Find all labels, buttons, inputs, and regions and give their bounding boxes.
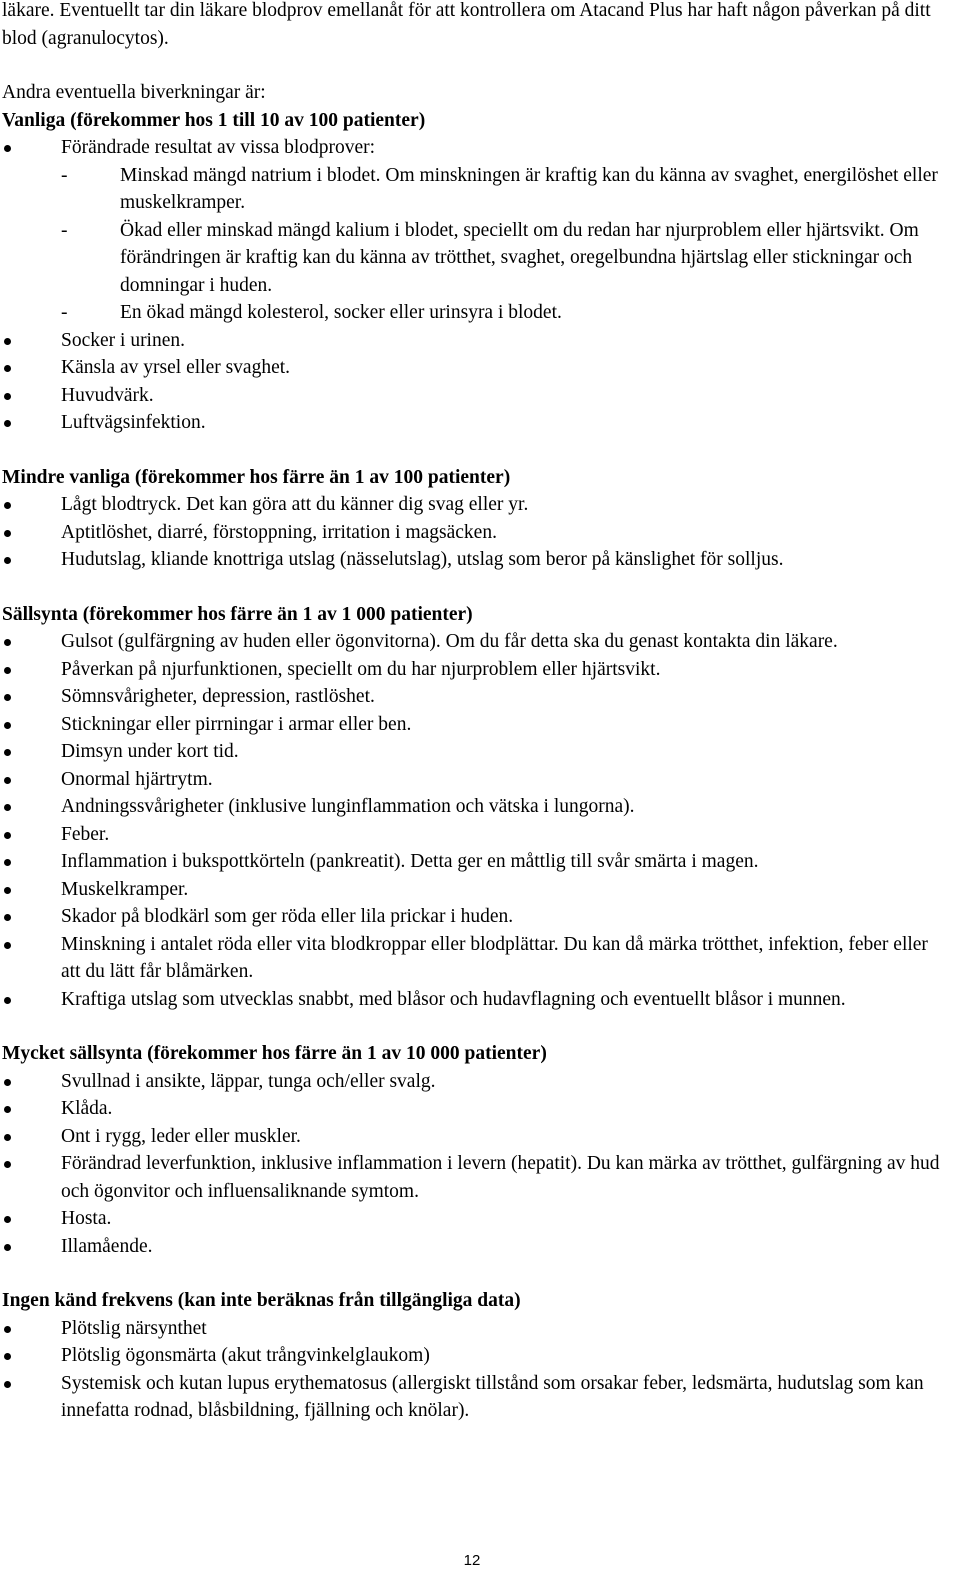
section-common (2, 107, 942, 437)
list-item: Förändrad leverfunktion, inklusive inflammation i levern (hepatit). Du kan märka av trötthet, gulfärgning av hud och ögonvitor och influensaliknande symtom. (2, 1150, 942, 1205)
list-item: Onormal hjärtrytm. (2, 766, 942, 794)
list-item: Aptitlöshet, diarré, förstoppning, irritation i magsäcken. (2, 519, 942, 547)
list-item: Illamående. (2, 1233, 942, 1261)
list-item: Sömnsvårigheter, depression, rastlöshet. (2, 683, 942, 711)
section-heading-rare: Sällsynta (förekommer hos färre än 1 av 1 000 patienter) (2, 603, 473, 625)
section-heading-common: Vanliga (förekommer hos 1 till 10 av 100 patienter) (2, 109, 426, 131)
list-item: Klåda. (2, 1095, 942, 1123)
list-item: Feber. (2, 821, 942, 849)
list-item: Luftvägsinfektion. (2, 409, 942, 437)
list-item: Systemisk och kutan lupus erythematosus (allergiskt tillstånd som orsakar feber, ledsmärta, hudutslag som kan innefatta rodnad, blåsbildning, fjällning och knölar). (2, 1370, 942, 1425)
list-item: Kraftiga utslag som utvecklas snabbt, med blåsor och hudavflagning och eventuellt blåsor i munnen. (2, 986, 942, 1014)
intro-paragraph: läkare. Eventuellt tar din läkare blodprov emellanåt för att kontrollera om Atacand Plus har haft någon påverkan på ditt blod (agranulocytos). (2, 0, 931, 49)
list-item: Inflammation i bukspottkörteln (pankreatit). Detta ger en måttlig till svår smärta i magen. (2, 848, 942, 876)
sub-list-item: - Minskad mängd natrium i blodet. Om minskningen är kraftig kan du känna av svaghet, energilöshet eller muskelkramper. (2, 162, 942, 217)
list-item: Svullnad i ansikte, läppar, tunga och/eller svalg. (2, 1068, 942, 1096)
list-uncommon (2, 491, 942, 574)
section-heading-very-rare: Mycket sällsynta (förekommer hos färre än 1 av 10 000 patienter) (2, 1043, 547, 1064)
list-item: Känsla av yrsel eller svaghet. (2, 354, 942, 382)
other-side-effects-label: Andra eventuella biverkningar är: (2, 82, 266, 103)
page-number: 12 (463, 1552, 481, 1569)
section-rare (2, 601, 942, 1014)
list-item: Ont i rygg, leder eller muskler. (2, 1123, 942, 1151)
list-item: Skador på blodkärl som ger röda eller lila prickar i huden. (2, 903, 942, 931)
list-item: Plötslig ögonsmärta (akut trångvinkelglaukom) (2, 1342, 942, 1370)
list-item: Huvudvärk. (2, 382, 942, 410)
sub-list-item: - En ökad mängd kolesterol, socker eller urinsyra i blodet. (2, 299, 942, 327)
list-rare (2, 628, 942, 1013)
section-unknown-frequency (2, 1287, 942, 1425)
section-very-rare (2, 1040, 942, 1260)
list-item: Stickningar eller pirrningar i armar eller ben. (2, 711, 942, 739)
list-item: Plötslig närsynthet (2, 1315, 942, 1343)
list-item: Minskning i antalet röda eller vita blodkroppar eller blodplättar. Du kan då märka trötthet, infektion, feber eller att du lätt får blåmärken. (2, 931, 942, 986)
section-uncommon (2, 464, 942, 574)
list-very-rare (2, 1068, 942, 1261)
list-common-more (2, 327, 942, 437)
list-item (2, 134, 942, 162)
list-item: Gulsot (gulfärgning av huden eller ögonvitorna). Om du får detta ska du genast kontakta din läkare. (2, 628, 942, 656)
document-page (2, 0, 942, 1425)
list-item: Lågt blodtryck. Det kan göra att du känner dig svag eller yr. (2, 491, 942, 519)
list-item-text: Förändrade resultat av vissa blodprover: (61, 137, 376, 158)
list-unknown-frequency (2, 1315, 942, 1425)
list-common (2, 134, 942, 162)
list-item: Socker i urinen. (2, 327, 942, 355)
list-item: Hudutslag, kliande knottriga utslag (nässelutslag), utslag som beror på känslighet för solljus. (2, 546, 942, 574)
section-heading-uncommon: Mindre vanliga (förekommer hos färre än 1 av 100 patienter) (2, 466, 511, 488)
section-heading-unknown-frequency: Ingen känd frekvens (kan inte beräknas från tillgängliga data) (2, 1290, 521, 1311)
list-item: Andningssvårigheter (inklusive lunginflammation och vätska i lungorna). (2, 793, 942, 821)
list-item: Hosta. (2, 1205, 942, 1233)
list-item: Muskelkramper. (2, 876, 942, 904)
list-item: Dimsyn under kort tid. (2, 738, 942, 766)
sublist-blood-tests (2, 162, 942, 327)
sub-list-item: - Ökad eller minskad mängd kalium i blodet, speciellt om du redan har njurproblem eller hjärtsvikt. Om förändringen är kraftig kan du känna av trötthet, svaghet, oregelbundna hjärtslag eller stickningar och domningar i huden. (2, 217, 942, 300)
list-item: Påverkan på njurfunktionen, speciellt om du har njurproblem eller hjärtsvikt. (2, 656, 942, 684)
